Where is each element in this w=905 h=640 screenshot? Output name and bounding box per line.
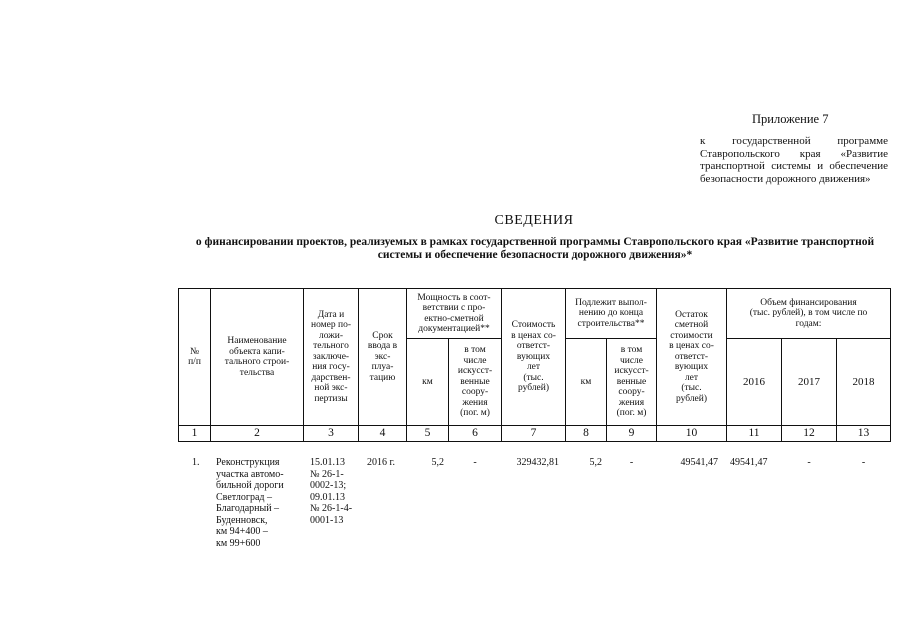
column-number: 7 <box>530 427 537 440</box>
appendix-subtitle: к государственной программе Ставропольского края «Развитие транспортной системы и обеспечение безопасности дорожного движения» <box>700 135 888 185</box>
header-commission-date: Срок ввода в экс- плуа- тацию <box>367 330 398 383</box>
document-title: СВЕДЕНИЯ <box>494 213 574 228</box>
cost: 329432,81 <box>516 457 559 468</box>
header-capacity-group: Мощность в соот- ветствии с про- ектно-сметной документацией** <box>417 292 491 334</box>
column-number: 9 <box>628 427 635 440</box>
column-number: 10 <box>685 427 698 440</box>
document-subtitle: о финансировании проектов, реализуемых в рамках государственной программы Ставропольского края «Развитие транспортной системы и обеспечение безопасности дорожного движения»* <box>195 236 875 261</box>
appendix-title: Приложение 7 <box>752 112 829 126</box>
column-number: 1 <box>191 427 198 440</box>
column-number: 13 <box>857 427 870 440</box>
header-number: № п/п <box>188 346 201 367</box>
column-number: 2 <box>254 427 260 440</box>
header-expertise: Дата и номер по- ложи- тельного заключе- ния госу- дарствен- ной экс- пертизы <box>310 309 351 404</box>
header-to-complete-group: Подлежит выпол- нению до конца строительства** <box>575 297 647 329</box>
to-complete-structures: - <box>629 457 634 468</box>
to-complete-km: 5,2 <box>589 457 602 468</box>
header-capacity-structures: в том числе искусст- венные соору- жения (пог. м) <box>457 345 493 419</box>
object-name: Реконструкция участка автомо- бильной дороги Светлоград – Благодарный – Буденновск, км 94+400 – км 99+600 <box>216 457 284 549</box>
financing-2017: - <box>807 457 811 468</box>
column-number: 4 <box>379 427 386 440</box>
header-cost: Стоимость в ценах со- ответст- вующих лет (тыс. рублей) <box>511 320 556 394</box>
column-number: 5 <box>424 427 431 440</box>
column-number: 3 <box>328 427 334 440</box>
capacity-km: 5,2 <box>431 457 444 468</box>
financing-2018: - <box>861 457 866 468</box>
header-financing-group: Объем финансирования (тыс. рублей), в том числе по годам: <box>749 297 868 329</box>
column-number: 8 <box>583 427 589 440</box>
header-year-2018: 2018 <box>852 375 875 388</box>
header-remaining-cost: Остаток сметной стоимости в ценах со- ответст- вующих лет (тыс. рублей) <box>669 309 714 404</box>
column-number: 6 <box>472 427 478 440</box>
capacity-structures: - <box>473 457 477 468</box>
financing-table-header <box>178 288 891 442</box>
remaining-cost: 49541,47 <box>680 457 718 468</box>
row-number: 1. <box>192 457 200 468</box>
financing-2016: 49541,47 <box>730 457 768 468</box>
expertise-conclusion: 15.01.13 № 26-1- 0002-13; 09.01.13 № 26-1-4- 0001-13 <box>310 457 353 526</box>
column-number: 12 <box>803 427 815 440</box>
header-to-complete-structures: в том числе искусст- венные соору- жения (пог. м) <box>614 345 649 419</box>
commission-date: 2016 г. <box>367 457 395 468</box>
header-year-2016: 2016 <box>743 375 765 388</box>
header-to-complete-km: км <box>580 376 592 387</box>
header-year-2017: 2017 <box>798 375 820 388</box>
header-object-name: Наименование объекта капи- тального строи- тельства <box>224 336 290 378</box>
column-number: 11 <box>748 427 760 440</box>
header-capacity-km: км <box>422 376 433 387</box>
